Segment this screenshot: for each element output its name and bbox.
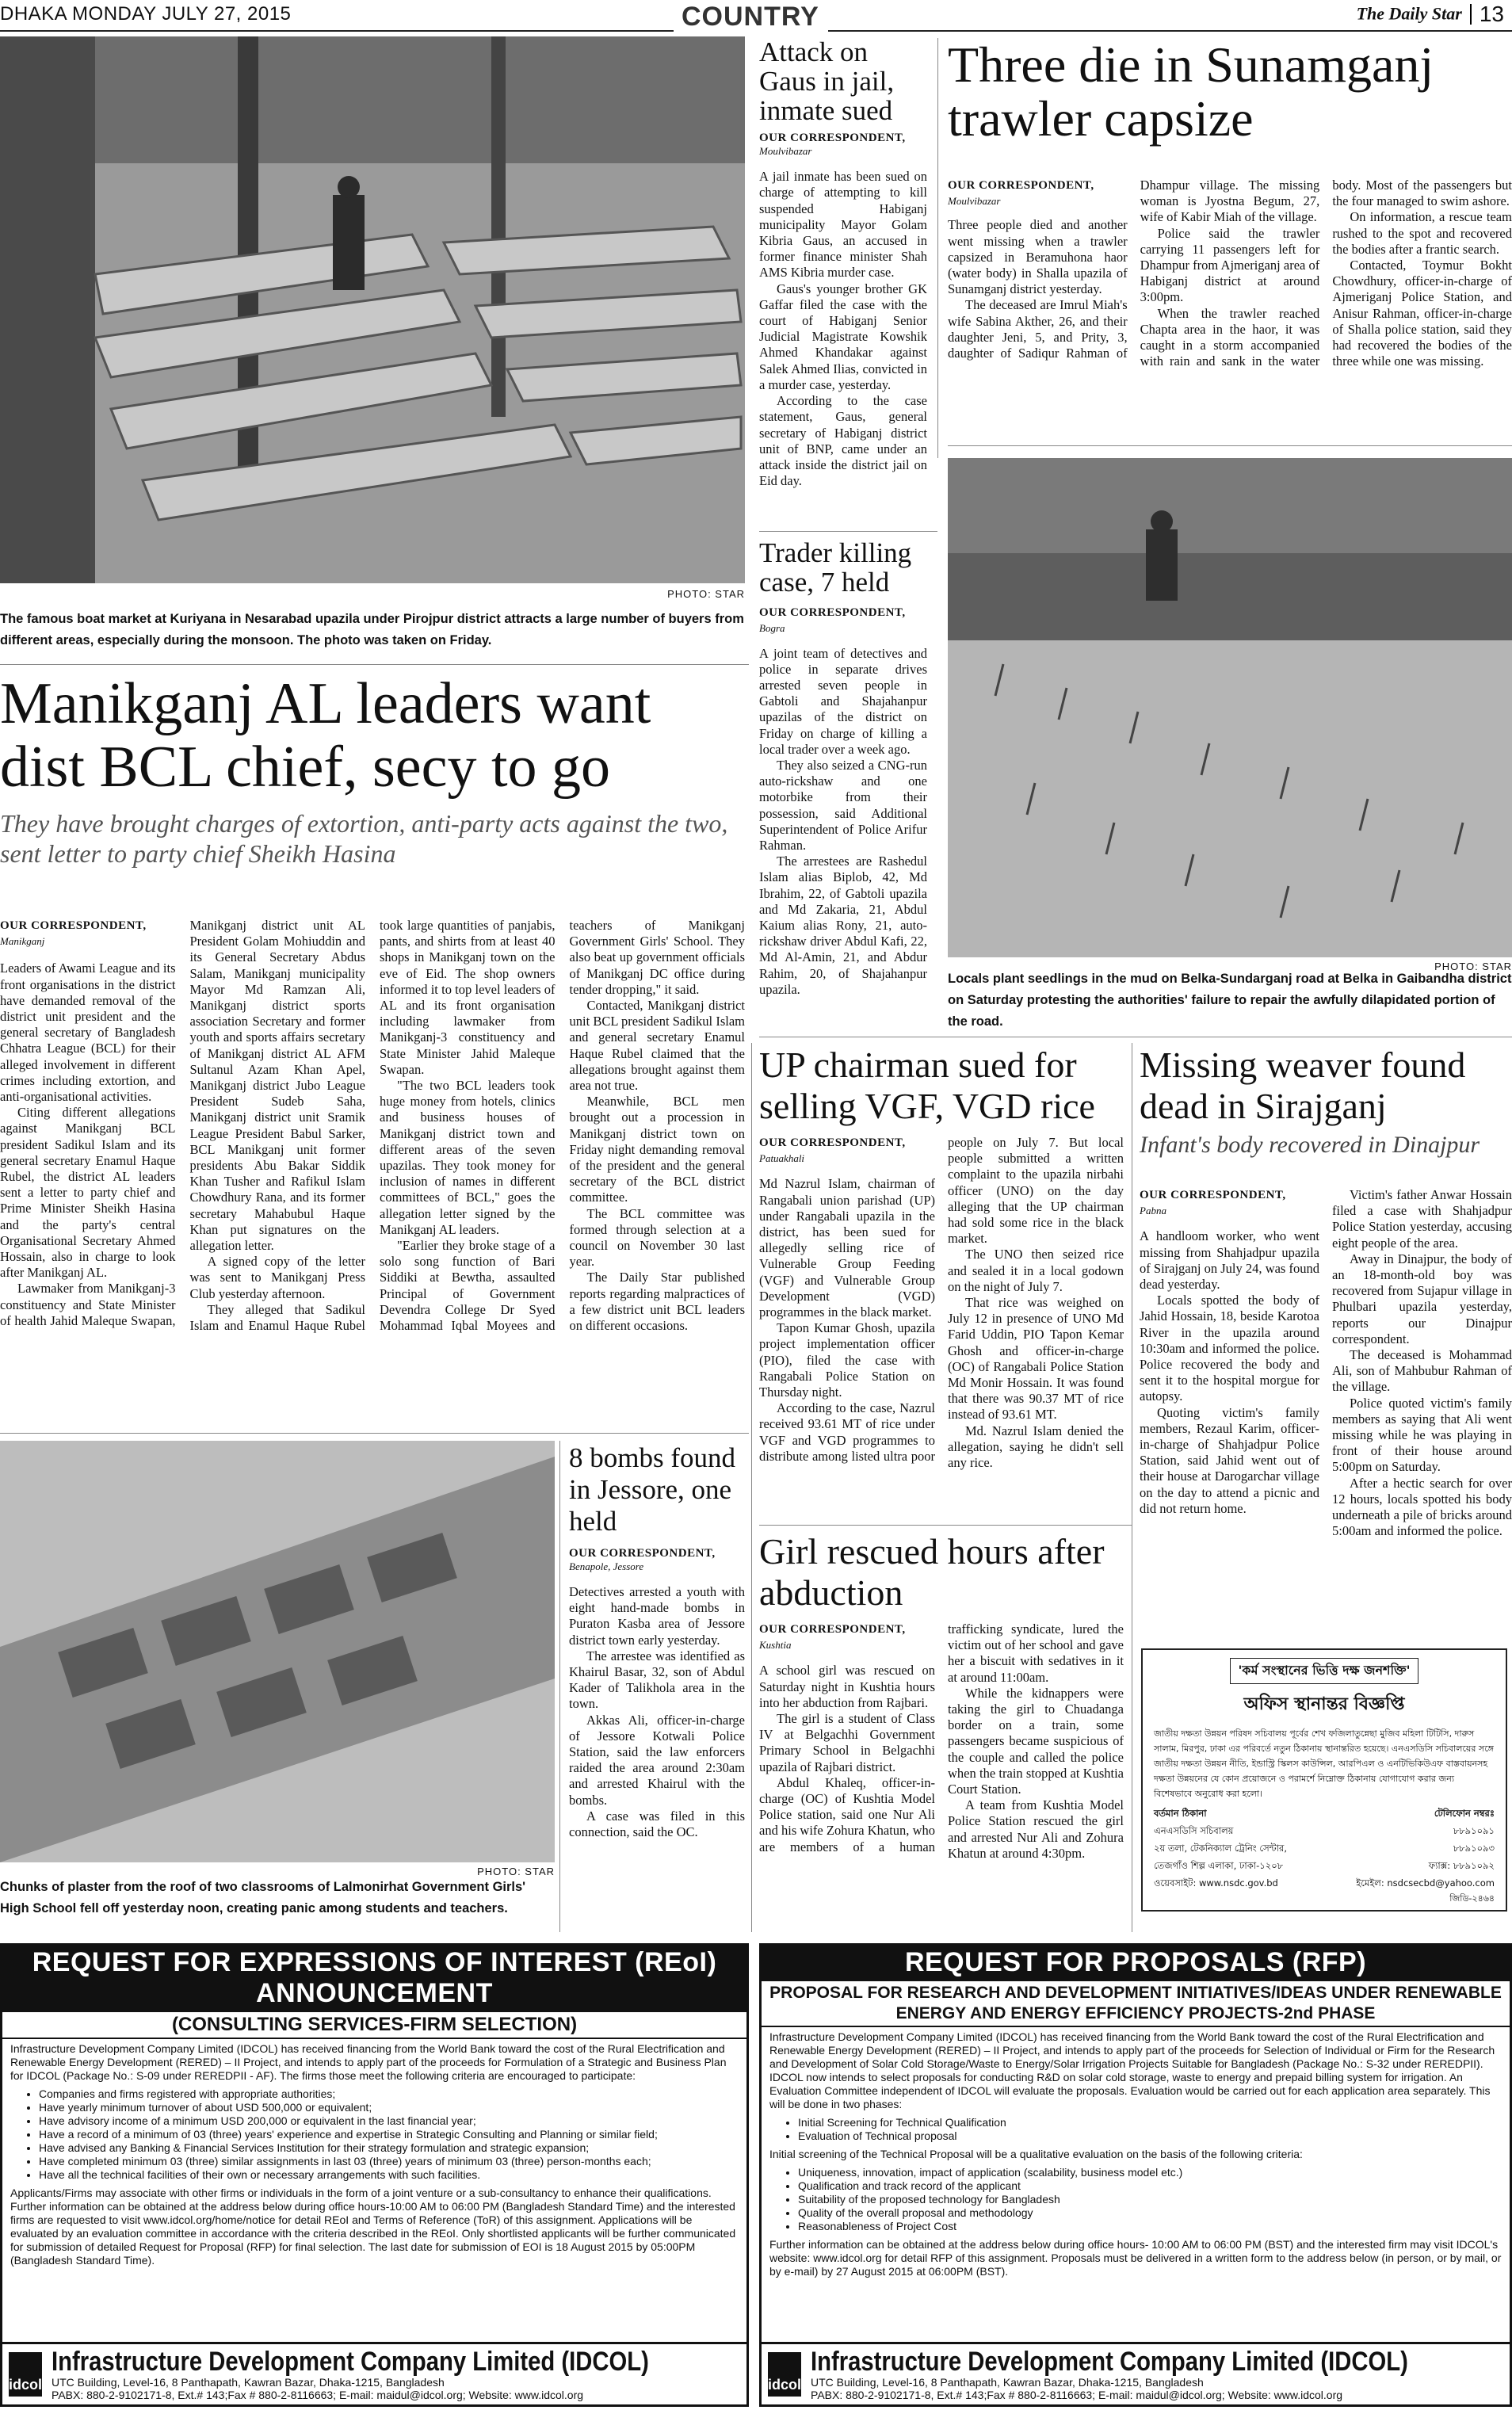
bombs-dateline: Benapole, Jessore — [569, 1560, 644, 1572]
paragraph: The arrestees are Rashedul Islam alias Biplob, 42, Md Ibrahim, 22, of Gabtoli upazila and Md Zakaria, 21, Abdul Kaium alias Rony, 21, auto-rickshaw driver Abdul Kafi, 22, Md Al-Amin, 21, and Abdur Rahim, 20, of Shajahanpur upazila. — [759, 854, 927, 997]
up-headline: UP chairman sued for selling VGF, VGD rice — [759, 1045, 1095, 1126]
paragraph: That rice was weighed on July 12 in presence of UNO Md Farid Uddin, PIO Tapon Kemar Ghosh and officer-in-charge (OC) of Rangabali Police Station Md Monir Hossain. It was found that there was 90.37 MT of rice instead of 93.61 MT. — [948, 1295, 1124, 1423]
notice-row-left: ২য় তলা, টেকনিক্যাল ট্রেনিং সেন্টার, — [1154, 1843, 1288, 1854]
girl-body — [759, 1621, 1124, 1862]
criteria-item: • Have advisory income of a minimum USD 200,000 or equivalent in the last financial year; — [39, 2114, 739, 2128]
paragraph: Police said the trawler carrying 11 passengers left for Dhampur from Ajmeriganj area of Habiganj district at around 3:00pm. — [1140, 225, 1320, 305]
paragraph: Tapon Kumar Ghosh, upazila project implementation officer (PIO), filed the case with Rangabali Police Station on Thursday night. — [759, 1320, 935, 1400]
attack-story — [759, 38, 927, 489]
paragraph: Away in Dinajpur, the body of an 18-month-old boy was recovered from Sujapur village in Phulbari upazila yesterday, reports our Dinajpur correspondent. — [1332, 1251, 1512, 1346]
plaster-photo-image — [0, 1441, 555, 1862]
paragraph: Lawmaker from Manikganj-3 constituency and State Minister of health Jahid Maleque Swapan, Manikganj district unit AL President Golam Mohiuddin and its General Secretary Abdus Salam, Manikganj municipality Mayor Md Ramzan Ali, Manikganj district sports association Secretary and former youth and sports affairs secretary of Manikganj district AL AFM Sultanul Azam Khan Apel, Manikganj district Jubo League President Sudeb Saha, Manikganj district unit Sramik League President Babul Sarker, BCL Manikganj unit former presidents Abu Bakar Siddik Khan Tusher and Rafikul Islam Chowdhury Rana, and its former secretary Mahabubul Haque Khan put signatures on the allegation letter. — [0, 918, 365, 1328]
paragraph: On information, a rescue team rushed to the spot and recovered the bodies after a frantic search. — [1332, 209, 1512, 257]
sunamganj-story — [948, 38, 1512, 146]
paragraph: Md Nazrul Islam, chairman of Rangabali union parishad (UP) under Rangabali upazila in the district, has been sued for allegedly selling rice of Vulnerable Group Feeding (VGF) and Vulnerable Group Development (VGD) programmes in the black market. — [759, 1176, 935, 1320]
trader-byline: OUR CORRESPONDENT, — [759, 605, 906, 619]
criteria-item: • Quality of the overall proposal and methodology — [798, 2206, 1502, 2220]
ad-rfp-company: Infrastructure Development Company Limited (IDCOL) — [811, 2347, 1408, 2377]
road-photo-caption: Locals plant seedlings in the mud on Belka-Sundarganj road at Belka in Gaibandha district on Saturday protesting the authorities' failure to repair the awfully dilapidated portion of the road. — [948, 972, 1512, 1029]
paragraph: Detectives arrested a youth with eight hand-made bombs in Puraton Kasba area of Jessore district town early yesterday. — [569, 1584, 745, 1648]
ad-reoi-footer — [2, 2342, 746, 2404]
divider — [751, 1043, 752, 1932]
ad-rfp-criteria — [798, 2166, 1502, 2233]
up-body — [759, 1135, 1124, 1471]
paragraph: The Daily Star published reports regarding malpractices of a few district unit BCL leaders on different occasions. — [569, 1270, 745, 1334]
paper-logo: The Daily Star — [1356, 3, 1462, 24]
ad-rfp-subtitle: PROPOSAL FOR RESEARCH AND DEVELOPMENT INITIATIVES/IDEAS UNDER RENEWABLE ENERGY AND ENERGY EFFICIENCY PROJECTS-2nd PHASE — [762, 1981, 1510, 2027]
notice-row-right: ইমেইল: nsdcsecbd@yahoo.com — [1356, 1877, 1495, 1889]
ad-reoi-closing: Applicants/Firms may associate with other firms or individuals in the form of a joint venture or a sub-consultancy to enhance their qualifications. Further information can be obtained at the address below during office hours-10:00 AM to 06:00 PM (Bangladesh Standard Time) and the interested firms are requested to visit www.idcol.org/home/notice for detail REoI and Terms of Reference (ToR) of this assignment. Applications will be evaluated by an evaluation committee in accordance with the criteria described in the REoI. Only shortlisted applicants will be further communicated for submission of detailed Request for Proposal (RFP) for final selection. The last date for submission of EOI is 18 August 2015 by 05:00PM (Bangladesh Standard Time). — [10, 2187, 736, 2267]
divider — [559, 1441, 560, 1932]
ad-rfp-footer — [762, 2342, 1510, 2404]
criteria-item: • Uniqueness, innovation, impact of application (scalability, business model etc.) — [798, 2166, 1502, 2179]
sunamganj-columns — [948, 178, 1512, 369]
sunamganj-body — [948, 178, 1512, 369]
trader-credit — [759, 604, 927, 635]
ad-rfp-closing: Further information can be obtained at the address below during office hours- 10:00 AM to 06:00 PM (BST) and the interested firm may visit IDCOL's website: www.idcol.org for detail RFP of this assignment. Proposals must be delivered in a written form to the address below (in person, or by mail, or by e-mail) by 27 August 2015 at 06:00PM (BST). — [769, 2238, 1502, 2278]
weaver-story — [1140, 1045, 1512, 1159]
paragraph: "The two BCL leaders took huge money from hotels, clinics and business houses of Manikganj district town and different areas of the seven upazilas. They took money for inclusion of names in different committees of BCL," goes the allegation letter signed by the Manikganj AL leaders. — [380, 1078, 556, 1237]
ad-rfp-company-block — [811, 2347, 1506, 2401]
ad-rfp — [759, 1943, 1512, 2407]
paragraph: Citing different allegations against Manikganj BCL president Sadikul Islam and its general secretary Enamul Haque Rubel, the district AL leaders sent a letter to party chief and Prime Minister Sheikh Hasina and the party's central Organisational Secretary Ahmed Hossain, also in charge to look after Manikganj AL. — [0, 1105, 176, 1281]
notice-row-left: ওয়েবসাইট: www.nsdc.gov.bd — [1154, 1877, 1278, 1889]
ad-reoi-subtitle: (CONSULTING SERVICES-FIRM SELECTION) — [2, 2012, 746, 2039]
ad-reoi-address: UTC Building, Level-16, 8 Panthapath, Kawran Bazar, Dhaka-1215, Bangladesh — [52, 2376, 445, 2389]
trader-body — [759, 646, 927, 998]
paragraph: A school girl was rescued on Saturday night in Kushtia hours into her abduction from Rajbari. — [759, 1663, 935, 1710]
paragraph: Victim's father Anwar Hossain filed a case with Shahjadpur Police Station yesterday, accusing eight people of the area. — [1332, 1187, 1512, 1251]
ad-rfp-intro: Infrastructure Development Company Limited (IDCOL) has received financing from the World Bank toward the cost of the Rural Electrification and Renewable Energy Development (RERED) – II Project, and intends to apply part of the proceeds for Selection of Individual or Firm for the Research and Development of Solar Cold Storage/Waste to Energy/Solar Irrigation Projects Suitable for Bangladesh (Package No.: S-32 under REREDPII). IDCOL now intends to select proposals for conducting R&D on solar cold storage, waste to energy and prepaid billing system for irrigation. An Evaluation Committee independent of IDCOL will evaluate the proposals. Evaluation would be carried out for each application area separately. This will be done in two phases: — [769, 2030, 1495, 2110]
notice-body: জাতীয় দক্ষতা উন্নয়ন পরিষদ সচিবালয় পূর্বের শেখ ফজিলাতুন্নেছা মুজিব মহিলা টিটিসি, দারুস সালাম, মিরপুর, ঢাকা এর পরিবর্তে নতুন ঠিকানায় স্থানান্তরিত হয়েছে। এনএসডিসি সচিবালয়ের সঙ্গে জাতীয় দক্ষতা উন্নয়ন নীতি, ইন্ডাস্ট্রি স্কিলস কাউন্সিল, আরপিএল ও এনটিভিকিউএফ বাস্তবায়নসহ দক্ষতা উন্নয়নের যে কোন প্রয়োজনে ও পরামর্শে নিম্নোক্ত ঠিকানায় যোগাযোগ করার জন্য বিশেষভাবে অনুরোধ করা হলো। — [1154, 1728, 1494, 1799]
divider — [937, 38, 938, 458]
plaster-photo-credit: PHOTO: STAR — [477, 1866, 555, 1877]
girl-headline: Girl rescued hours after abduction — [759, 1531, 1105, 1613]
divider — [948, 445, 1512, 446]
criteria-item: • Have a record of a minimum of 03 (three) years' experience and expertise in Strategic Consulting and Planning or similar field; — [39, 2128, 739, 2141]
criteria-item: • Have yearly minimum turnover of about USD 500,000 or equivalent; — [39, 2101, 739, 2114]
notice-row — [1154, 1874, 1495, 1892]
weaver-body — [1140, 1187, 1512, 1539]
paragraph: A team from Kushtia Model Police Station rescued the girl and arrested Nur Ali and Zohura Khatun at around 4:30pm. — [948, 1797, 1124, 1861]
paragraph: Leaders of Awami League and its front organisations in the district have demanded removal of the district unit president and the general secretary of Bangladesh Chhatra League (BCL) for their alleged involvement in different crimes including extortion, and anti-organisational activities. — [0, 961, 176, 1105]
manikganj-columns — [0, 918, 745, 1334]
section-name: COUNTRY — [682, 2, 819, 32]
criteria-item: • Suitability of the proposed technology for Bangladesh — [798, 2193, 1502, 2206]
weaver-headline: Missing weaver found dead in Sirajganj — [1140, 1045, 1466, 1126]
idcol-logo: idcol — [9, 2352, 42, 2397]
paragraph: Md. Nazrul Islam denied the allegation, saying he didn't sell any rice. — [948, 1423, 1124, 1471]
bombs-story — [569, 1442, 745, 1840]
weaver-subhead: Infant's body recovered in Dinajpur — [1140, 1132, 1480, 1158]
criteria-item: • Qualification and track record of the applicant — [798, 2179, 1502, 2193]
paragraph: A case was filed in this connection, said the OC. — [569, 1808, 745, 1840]
boat-market-photo — [0, 36, 745, 583]
paragraph: Locals spotted the body of Jahid Hossain, 18, beside Karotoa River in the upazila around 10:30am and informed the police. Police recovered the body and sent it to the hospital morgue for autopsy. — [1140, 1293, 1319, 1404]
up-dateline: Patuakhali — [759, 1152, 805, 1165]
sunamganj-dateline: Moulvibazar — [948, 195, 1001, 208]
paragraph: According to the case statement, Gaus, general secretary of Habiganj district unit of BNP, came under an attack inside the district jail on Eid day. — [759, 393, 927, 489]
criteria-item: • Have advised any Banking & Financial Services Institution for their strategy formulation and strategic expansion; — [39, 2141, 739, 2155]
paragraph: Meanwhile, BCL men brought out a procession in Manikganj district town on Friday night demanding removal of the president and the general secretary of the BCL district committee. — [569, 1094, 745, 1205]
notice-address-label: বর্তমান ঠিকানা — [1154, 1808, 1207, 1819]
ad-reoi-criteria — [39, 2087, 739, 2182]
weaver-byline: OUR CORRESPONDENT, — [1140, 1189, 1286, 1201]
weaver-dateline: Pabna — [1140, 1205, 1166, 1217]
criteria-item: • Have completed minimum 03 (three) similar assignments in last 03 (three) years of minimum 03 (three) person-months each; — [39, 2155, 739, 2168]
weaver-columns — [1140, 1187, 1512, 1539]
girl-story — [759, 1531, 1124, 1614]
divider — [759, 531, 937, 532]
ad-rfp-address: UTC Building, Level-16, 8 Panthapath, Kawran Bazar, Dhaka-1215, Bangladesh — [811, 2376, 1204, 2389]
paragraph: A joint team of detectives and police in separate drives arrested seven people in Gabtoli and Shajahanpur upazilas of the district on Friday on charge of killing a local trader over a week ago. — [759, 645, 927, 757]
paragraph: A signed copy of the letter was sent to Manikganj Press Club yesterday afternoon. — [189, 1254, 365, 1301]
notice-phone-label: টেলিফোন নম্বরঃ — [1434, 1808, 1495, 1819]
paragraph: The UNO then seized rice and sealed it in a local godown on the night of July 7. — [948, 1247, 1124, 1294]
notice-row-right: ফ্যাক্স: ৮৮৯১০৯২ — [1428, 1860, 1495, 1871]
notice-row-right: ৮৮৯১০৯৩ — [1453, 1843, 1495, 1854]
notice-tagline-wrap — [1154, 1658, 1495, 1684]
road-photo-credit: PHOTO: STAR — [1434, 961, 1512, 972]
criteria-item: • Companies and firms registered with appropriate authorities; — [39, 2087, 739, 2101]
paragraph: Contacted, Toymur Bokht Chowdhury, officer-in-charge of Ajmeriganj Police Station, and Anisur Rahman, officer-in-charge of Shalla police station, said they had recovered the bodies of the three while one was missing. — [1332, 258, 1512, 369]
paragraph: When the trawler reached Chapta area in the haor, it was caught in a storm accompanied with rain and sank in the water body. Most of the passengers but the four managed to swim ashore. — [1140, 178, 1512, 369]
girl-dateline: Kushtia — [759, 1639, 792, 1652]
notice-row-right: ৮৮৯১০৯১ — [1453, 1825, 1495, 1836]
manikganj-dateline: Manikganj — [0, 935, 45, 948]
notice-row-left: তেজগাঁও শিল্প এলাকা, ঢাকা-১২০৮ — [1154, 1860, 1284, 1871]
paragraph: A jail inmate has been sued on charge of attempting to kill suspended Habiganj municipality Mayor Golam Kibria Gaus, an accused in former finance minister Shah AMS Kibria murder case. — [759, 169, 927, 281]
paragraph: They also seized a CNG-run auto-rickshaw and one motorbike from their possession, said Additional Superintendent of Police Arifur Rahman. — [759, 757, 927, 853]
office-relocation-notice — [1141, 1648, 1507, 1912]
ad-rfp-contact: PABX: 880-2-9102171-8, Ext.# 143;Fax # 880-2-8116663; E-mail: maidul@idcol.org; Website: www.idcol.org — [811, 2389, 1343, 2401]
paragraph: The deceased are Imrul Miah's wife Sabina Akther, 26, and their daughter Jeni, 5, and Prity, 3, daughter of Sadiqur Rahman of Dhampur village. The missing woman is Jyostna Begum, 27, wife of Kabir Miah of the village. — [948, 178, 1320, 361]
up-columns — [759, 1135, 1124, 1471]
paragraph: "Earlier they broke stage of a solo song function of Bari Siddiki at Bewtha, assaulted Principal of Government Devendra College Dr Syed Mohammad Iqbal Moyees and teachers of Manikganj Government Girls' School. They also beat up government officials of Manikganj DC office during tender dropping," it said. — [380, 918, 745, 1334]
masthead-rule-right — [828, 30, 1512, 32]
paragraph: The arrestee was identified as Khairul Basar, 32, son of Abdul Kader of Talikhola area in the town. — [569, 1648, 745, 1712]
paragraph: Contacted, Manikganj district unit BCL president Sadikul Islam and general secretary Enamul Haque Rubel claimed that the allegations brought against them area not true. — [569, 998, 745, 1094]
ad-reoi-contact: PABX: 880-2-9102171-8, Ext.# 143;Fax # 880-2-8116663; E-mail: maidul@idcol.org; Website: www.idcol.org — [52, 2389, 584, 2401]
sunamganj-byline: OUR CORRESPONDENT, — [948, 179, 1094, 192]
trader-dateline: Bogra — [759, 621, 785, 634]
paragraph: The BCL committee was formed through selection at a council on November 30 last year. — [569, 1205, 745, 1270]
manikganj-byline: OUR CORRESPONDENT, — [0, 919, 147, 932]
paragraph: While the kidnappers were taking the girl to Chuadanga border on a train, some passengers became suspicious of the couple and called the police when the train stopped at Kushtia Court Station. — [948, 1685, 1124, 1797]
girl-columns — [759, 1621, 1124, 1862]
attack-headline: Attack on Gaus in jail, inmate sued — [759, 36, 895, 126]
notice-tagline: 'কর্ম সংস্থানের ভিত্তি দক্ষ জনশক্তি' — [1230, 1658, 1419, 1684]
plaster-photo-caption: Chunks of plaster from the roof of two classrooms of Lalmonirhat Government Girls' High School fell off yesterday noon, creating panic among students and teachers. — [0, 1880, 526, 1915]
boat-photo-caption: The famous boat market at Kuriyana in Nesarabad upazila under Pirojpur district attracts a large number of buyers from different areas, especially during the monsoon. The photo was taken on Friday. — [0, 612, 744, 647]
bombs-headline: 8 bombs found in Jessore, one held — [569, 1442, 735, 1537]
road-protest-photo — [948, 458, 1512, 957]
page-number: 13 — [1479, 2, 1504, 26]
up-story — [759, 1045, 1124, 1127]
manikganj-story — [0, 672, 749, 869]
page-folio — [1357, 2, 1504, 27]
divider — [759, 1525, 1132, 1526]
ad-reoi-company-block — [52, 2347, 746, 2401]
notice-header-row — [1154, 1805, 1495, 1822]
notice-title: অফিস স্থানান্তর বিজ্ঞপ্তি — [1243, 1694, 1405, 1714]
paragraph: The girl is a student of Class IV at Belgachhi Government Primary School in Belgachhi upazila of Rajbari district. — [759, 1711, 935, 1774]
sunamganj-headline: Three die in Sunamganj trawler capsize — [948, 36, 1434, 147]
notice-row — [1154, 1822, 1495, 1839]
notice-row — [1154, 1857, 1495, 1874]
plaster-photo — [0, 1441, 555, 1862]
criteria-item: • Have all the technical facilities of their own or necessary arrangements with such facilities. — [39, 2168, 739, 2182]
paragraph: After a hectic search for over 12 hours, locals spotted his body underneath a pile of bricks around 5:00am and informed the police. — [1332, 1475, 1512, 1539]
ad-reoi-title: REQUEST FOR EXPRESSIONS OF INTEREST (REoI) ANNOUNCEMENT — [2, 1946, 746, 2012]
trader-story — [759, 539, 927, 998]
bombs-body — [569, 1584, 745, 1840]
attack-byline: OUR CORRESPONDENT, — [759, 132, 906, 145]
manikganj-headline: Manikganj AL leaders want dist BCL chief, secy to go — [0, 671, 651, 800]
up-byline: OUR CORRESPONDENT, — [759, 1136, 906, 1149]
paragraph: A handloom worker, who went missing from Shahjadpur upazila of Sirajganj on July 24, was found dead yesterday. — [1140, 1228, 1319, 1293]
paragraph: Abdul Khaleq, officer-in-charge (OC) of Kushtia Model Police station, said one Nur Ali and his wife Zohura Khatun, who are members of a human trafficking syndicate, lured the victim out of her school and gave her a biscuit with sedatives in it at around 11:00am. — [759, 1621, 1124, 1854]
criteria-item: • Reasonableness of Project Cost — [798, 2220, 1502, 2233]
masthead-rule-left — [0, 30, 674, 32]
paragraph: Three people died and another went missing when a trawler capsized in Beramuhona haor (water body) in Shalla upazila of Sunamganj district yesterday. — [948, 217, 1128, 297]
attack-body — [759, 169, 927, 489]
ad-rfp-title: REQUEST FOR PROPOSALS (RFP) — [762, 1946, 1510, 1981]
boat-photo-credit: PHOTO: STAR — [667, 588, 745, 600]
phase-item: • Initial Screening for Technical Qualification — [798, 2116, 1502, 2129]
idcol-logo: idcol — [768, 2352, 801, 2397]
phase-item: • Evaluation of Technical proposal — [798, 2129, 1502, 2143]
boat-photo-image — [0, 36, 745, 583]
ad-reoi-intro: Infrastructure Development Company Limited (IDCOL) has received financing from the World Bank toward the cost of the Rural Electrification and Renewable Energy Development (RERED) – II Project, and intends to apply part of the proceeds for Formulation of a Strategic and Business Plan for IDCOL (Package No.: S-09 under REREDPII - AF). The firms those meet the following criteria are encouraged to participate: — [10, 2042, 727, 2082]
folio-divider — [1470, 4, 1472, 25]
ad-reoi-company: Infrastructure Development Company Limited (IDCOL) — [52, 2347, 649, 2377]
road-photo-image — [948, 458, 1512, 957]
ad-rfp-phases — [798, 2116, 1502, 2143]
divider — [0, 1433, 749, 1434]
attack-dateline: Moulvibazar — [759, 145, 812, 158]
ad-reoi — [0, 1943, 749, 2407]
paragraph: The deceased is Mohammad Ali, son of Mahbubur Rahman of the village. — [1332, 1347, 1512, 1395]
edition-date: DHAKA MONDAY JULY 27, 2015 — [0, 3, 292, 25]
notice-row-left: এনএসডিসি সচিবালয় — [1154, 1825, 1234, 1836]
notice-code: জিডি-২৪৬৪ — [1449, 1893, 1495, 1904]
bombs-byline: OUR CORRESPONDENT, — [569, 1547, 716, 1560]
divider — [0, 664, 749, 665]
paragraph: According to the case, Nazrul received 93.61 MT of rice under VGF and VGD programmes to distribute among listed ultra poor people on July 7. But local people submitted a written complaint to the upazila nirbahi officer (UNO) on the day alleging that the UP chairman had sold some rice in the black market. — [759, 1135, 1124, 1464]
manikganj-body — [0, 918, 745, 1334]
paragraph: They alleged that Sadikul Islam and Enamul Haque Rubel took large quantities of panjabis, pants, and shirts from at least 40 shops in Manikganj town on the eve of Eid. The shop owners informed it to top level leaders of AL and its front organisation including lawmaker from Manikganj-3 constituency and State Minister Jahid Maleque Swapan. — [189, 918, 556, 1334]
ad-reoi-body — [2, 2039, 746, 2271]
notice-row — [1154, 1839, 1495, 1857]
paragraph: Akkas Ali, officer-in-charge of Jessore Kotwali Police Station, said the law enforcers raided the area around 2:30am and arrested Khairul with the bombs. — [569, 1712, 745, 1808]
manikganj-subhead: They have brought charges of extortion, anti-party acts against the two, sent letter to party chief Sheikh Hasina — [0, 809, 728, 868]
ad-rfp-screening: Initial screening of the Technical Proposal will be a qualitative evaluation on the basis of the following criteria: — [769, 2148, 1303, 2160]
trader-headline: Trader killing case, 7 held — [759, 537, 912, 598]
paragraph: Quoting victim's family members, Rezaul Karim, officer-in-charge of Shahjadpur Police Station, said Jahid went out of their house at Darogarchar village on the day to attend a picnic and did not return home. — [1140, 1404, 1319, 1516]
girl-byline: OUR CORRESPONDENT, — [759, 1623, 906, 1636]
paragraph: Gaus's younger brother GK Gaffar filed the case with the court of Habiganj Senior Judicial Magistrate Kowshik Ahmed Khandakar against Salek Ahmed Ilias, convicted in a murder case, yesterday. — [759, 281, 927, 392]
paragraph: Police quoted victim's family members as saying that Ali went missing while he was playing in front of their house around 5:00pm on Saturday. — [1332, 1395, 1512, 1475]
ad-rfp-body — [762, 2027, 1510, 2282]
